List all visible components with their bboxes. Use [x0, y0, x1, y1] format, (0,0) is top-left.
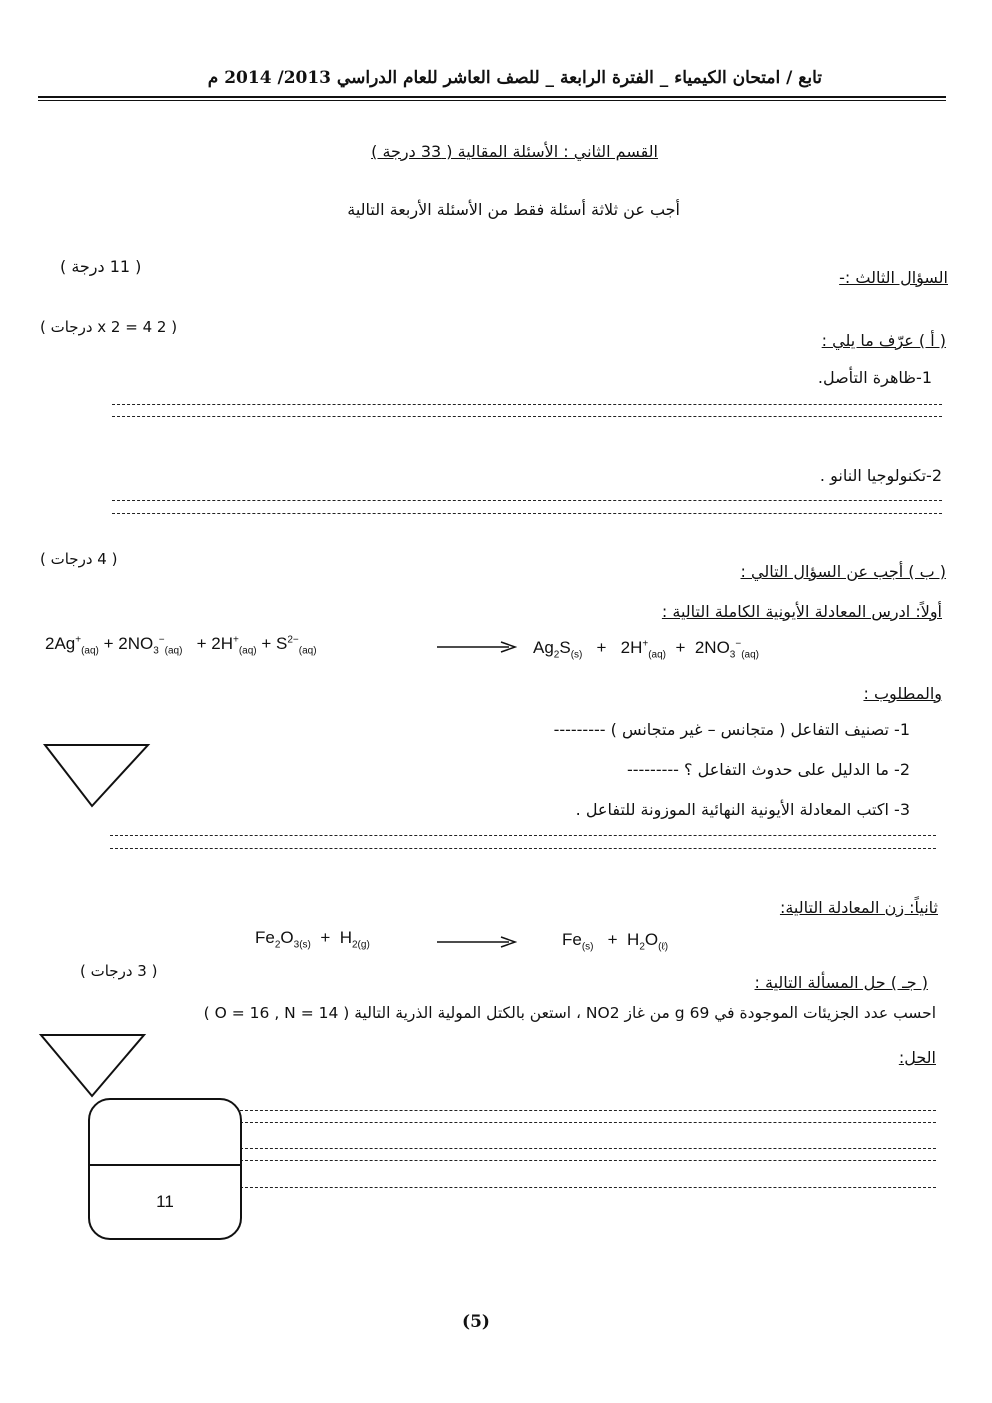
answer-line: [240, 1160, 936, 1161]
part-b-label: ( ب ) أجب عن السؤال التالي :: [740, 562, 946, 581]
answer-line: [112, 513, 942, 514]
part-c-marks: ( 3 درجات ): [80, 962, 158, 980]
part-a-item1: 1-ظاهرة التأصل.: [817, 368, 932, 387]
q3-title: السؤال الثالث :-: [839, 268, 948, 287]
part-a-item2: 2-تكنولوجيا النانو .: [819, 466, 942, 485]
reaction-arrow-icon: [437, 640, 517, 654]
part-b-r1: 1- تصنيف التفاعل ( متجانس – غير متجانس ) ---------: [553, 720, 910, 739]
part-b-r2: 2- ما الدليل على حدوث التفاعل ؟ ---------: [626, 760, 910, 779]
part-c-solution: الحل:: [898, 1048, 936, 1067]
score-triangle-icon: [42, 742, 152, 810]
reaction-arrow-icon: [437, 935, 517, 949]
balance-equation-reactants: $Fe_2O_{3(s)} + H_{2(g)}$: [255, 928, 370, 951]
score-box: [88, 1098, 242, 1240]
answer-line: [240, 1187, 936, 1188]
answer-line: [112, 416, 942, 417]
answer-line: [240, 1148, 936, 1149]
header-rule: [38, 96, 946, 98]
header-rule-thin: [38, 100, 946, 101]
balance-equation-products: $Fe_{(s)} + H_2O_{(\ell)}$: [562, 930, 669, 953]
part-b-r3: 3- اكتب المعادلة الأيونية النهائية الموزونة للتفاعل .: [575, 800, 910, 819]
score-box-divider: [90, 1164, 240, 1166]
answer-line: [110, 835, 936, 836]
score-box-total: 11: [156, 1192, 174, 1211]
answer-line: [240, 1110, 936, 1111]
score-triangle-icon: [38, 1032, 148, 1100]
ionic-equation-reactants: $2Ag^+_{(aq)} + 2NO_3^-_{(aq)} + 2H^+_{(aq)} + S^{2-}_{(aq)}$: [45, 634, 317, 657]
answer-line: [112, 500, 942, 501]
part-c-label: ( جـ ) حل المسألة التالية :: [754, 973, 928, 992]
answer-line: [240, 1122, 936, 1123]
section-instruction: أجب عن ثلاثة أسئلة فقط من الأسئلة الأربعة التالية: [347, 200, 680, 219]
part-b-second: ثانياً: زن المعادلة التالية:: [779, 898, 938, 917]
part-c-problem: احسب عدد الجزيئات الموجودة في 69 g من غاز NO2 ، استعن بالكتل المولية الذرية التالية ( O = 16 , N = 14 ): [203, 1004, 936, 1022]
section-title: القسم الثاني : الأسئلة المقالية ( 33 درجة ): [371, 142, 658, 161]
page-number: (5): [462, 1312, 490, 1332]
answer-line: [110, 848, 936, 849]
part-a-label: ( أ ) عرّف ما يلي :: [821, 331, 946, 350]
page-header-title: تابع / امتحان الكيمياء _ الفترة الرابعة _ للصف العاشر للعام الدراسي 2013/ 2014 م: [207, 68, 822, 88]
ionic-equation-products: $Ag_2S_{(s)} + 2H^+_{(aq)} + 2NO_3^-_{(aq)}$: [533, 638, 759, 661]
part-b-required: والمطلوب :: [863, 684, 942, 703]
part-b-first: أولاً: ادرس المعادلة الأيونية الكاملة التالية :: [661, 602, 942, 621]
q3-marks: ( 11 درجة ): [60, 257, 142, 276]
part-b-marks: ( 4 درجات ): [40, 550, 118, 568]
part-a-marks: ( 2 x 2 = 4 درجات ): [40, 318, 178, 336]
answer-line: [112, 404, 942, 405]
